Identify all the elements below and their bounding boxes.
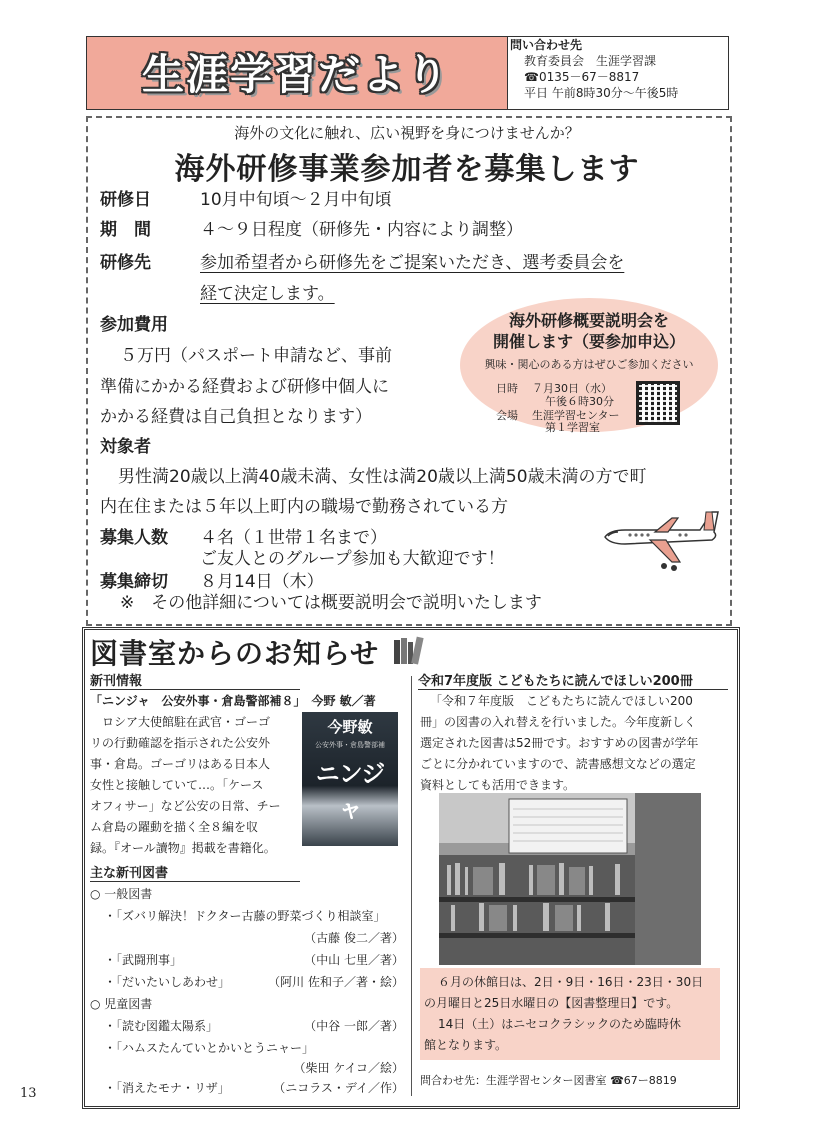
library-title: 図書室からのお知らせ — [90, 637, 380, 670]
feature-desc-3: 事・倉島。ゴーゴリはある日本人 — [90, 757, 271, 771]
general-book-2: ・「武闘刑事」 — [104, 953, 183, 967]
contact-box — [506, 36, 729, 110]
library-contact-phone: 67ー8819 — [623, 1074, 677, 1087]
recommend-heading: 令和7年度版 こどもたちに読んでほしい200冊 — [418, 670, 728, 690]
target-label: 対象者 — [100, 437, 151, 457]
count-label: 募集人数 — [100, 528, 168, 548]
contact-phone: 0135－67－8817 — [538, 70, 640, 84]
briefing-title — [460, 310, 718, 352]
briefing-venue-room: 第１学習室 — [545, 421, 600, 434]
general-book-3-author: （阿川 佐和子／著・絵） — [268, 975, 404, 989]
destination-value-2: 経て決定します。 — [200, 284, 335, 304]
feature-book-title: 「ニンジャ 公安外事・倉島警部補８」 今野 敏／著 — [90, 694, 376, 708]
newsletter-title: 生涯学習だより — [141, 50, 450, 99]
recommend-line-2: 冊」の図書の入れ替えを行いました。今年度新しく — [420, 715, 697, 729]
closed-line-1: ６月の休館日は、2日・9日・16日・23日・30日 — [438, 975, 704, 989]
target-line-1: 男性満20歳以上満40歳未満、女性は満20歳以上満50歳未満の方で町 — [118, 467, 647, 487]
briefing-date-label: 日時 — [496, 382, 518, 395]
count-value: ４名（１世帯１名まで） — [200, 528, 387, 548]
kids-book-1: ・「読む図鑑太陽系」 — [104, 1019, 219, 1033]
feature-desc-5: オフィサー」など公安の日常、チー — [90, 799, 281, 813]
cost-line-2: 準備にかかる経費および研修中個人に — [100, 377, 389, 397]
briefing-title-line-2: 開催します（要参加申込） — [492, 332, 685, 351]
deadline-value: ８月14日（木） — [200, 572, 324, 592]
book-cover-title: ニンジャ — [315, 760, 385, 823]
general-heading: ○ 一般図書 — [90, 887, 153, 901]
training-subtitle: 海外の文化に触れ、広い視野を身につけませんか？ — [234, 124, 580, 142]
cost-line-3: かかる経費は自己負担となります） — [100, 407, 372, 427]
qr-code-icon[interactable] — [636, 381, 680, 425]
briefing-title-line-1: 海外研修概要説明会を — [508, 311, 669, 330]
new-info-heading: 新刊情報 — [90, 670, 300, 690]
cost-label: 参加費用 — [100, 315, 168, 335]
date-value: 10月中旬頃～２月中旬頃 — [200, 190, 392, 210]
feature-desc-7: 録。『オール讀物』掲載を書籍化。 — [90, 841, 276, 855]
recommend-line-5: 資料としても活用できます。 — [420, 778, 576, 792]
book-cover-sub: 公安外事・倉島警部補 — [315, 741, 385, 749]
general-book-3: ・「だいたいしあわせ」 — [104, 975, 231, 989]
kids-heading: ○ 児童図書 — [90, 997, 153, 1011]
kids-book-3-author: （ニコラス・デイ／作） — [273, 1081, 404, 1095]
recommend-line-1: 「令和７年度版 こどもたちに読んでほしい200 — [430, 694, 693, 708]
briefing-date-value: ７月30日（水） — [532, 382, 612, 395]
general-book-1: ・「ズバリ解決！ドクター古藤の野菜づくり相談室」 — [104, 909, 386, 923]
phone-icon: ☎ — [524, 70, 539, 84]
date-row — [100, 189, 151, 211]
kids-book-3: ・「消えたモナ・リザ」 — [104, 1081, 230, 1095]
phone-icon: ☎ — [610, 1074, 624, 1087]
closed-line-3: 14日（土）はニセコクラシックのため臨時休 — [438, 1017, 682, 1031]
feature-desc-6: ム倉島の躍動を描く全８編を収 — [90, 820, 259, 834]
feature-desc-4: 女性と接触していて…。「ケース — [90, 778, 264, 792]
cost-line-1: ５万円（パスポート申請など、事前 — [120, 346, 392, 366]
target-line-2: 内在住または５年以上町内の職場で勤務されている方 — [100, 497, 508, 517]
period-label: 期 間 — [100, 220, 151, 240]
briefing-time-value: 午後６時30分 — [545, 395, 614, 408]
library-contact-label: 問合わせ先：生涯学習センター図書室 — [420, 1074, 607, 1087]
column-divider — [411, 676, 412, 1096]
contact-office: 教育委員会 生涯学習課 — [524, 54, 657, 68]
deadline-label: 募集締切 — [100, 572, 168, 592]
count-note: ご友人とのグループ参加も大歓迎です！ — [200, 549, 505, 569]
training-headline: 海外研修事業参加者を募集します — [174, 152, 640, 187]
contact-title: 問い合わせ先 — [510, 38, 583, 52]
period-value: ４～９日程度（研修先・内容により調整） — [200, 220, 523, 240]
airplane-icon — [600, 502, 720, 572]
closed-line-2: の月曜日と25日水曜日の【図書整理日】です。 — [424, 996, 679, 1010]
recommend-line-4: ごとに分かれていますので、読書感想文などの選定 — [420, 757, 696, 771]
destination-label: 研修先 — [100, 253, 151, 273]
training-footnote: ※ その他詳細については概要説明会で説明いたします — [120, 593, 542, 613]
kids-book-1-author: （中谷 一郎／著） — [304, 1019, 404, 1033]
general-book-2-author: （中山 七里／著） — [304, 953, 404, 967]
bookshelf-photo — [439, 793, 701, 965]
feature-desc-1: ロシア大使館駐在武官・ゴーゴ — [102, 715, 271, 729]
feature-desc-2: リの行動確認を指示された公安外 — [90, 736, 271, 750]
page-number: 13 — [20, 1086, 37, 1101]
destination-value-1: 参加希望者から研修先をご提案いただき、選考委員会を — [200, 253, 625, 273]
recommend-line-3: 選定された図書は52冊です。おすすめの図書が学年 — [420, 736, 699, 750]
briefing-sub: 興味・関心のある方はぜひご参加ください — [484, 358, 694, 371]
general-book-1-author: （古藤 俊二／著） — [304, 931, 404, 945]
kids-book-2-author: （柴田 ケイコ／絵） — [293, 1061, 404, 1075]
briefing-venue-value: 生涯学習センター — [532, 409, 620, 422]
contact-phone-row — [506, 69, 728, 85]
closed-line-4: 館となります。 — [424, 1038, 508, 1052]
kids-book-2: ・「ハムスたんていとかいとうニャー」 — [104, 1041, 315, 1055]
date-label: 研修日 — [100, 190, 151, 210]
contact-hours: 平日 午前8時30分～午後5時 — [524, 86, 679, 100]
books-icon — [392, 634, 426, 666]
briefing-venue-label: 会場 — [496, 409, 518, 422]
main-new-heading: 主な新刊図書 — [90, 862, 300, 882]
book-cover-author: 今野敏 — [327, 718, 373, 736]
library-contact — [420, 1072, 677, 1088]
